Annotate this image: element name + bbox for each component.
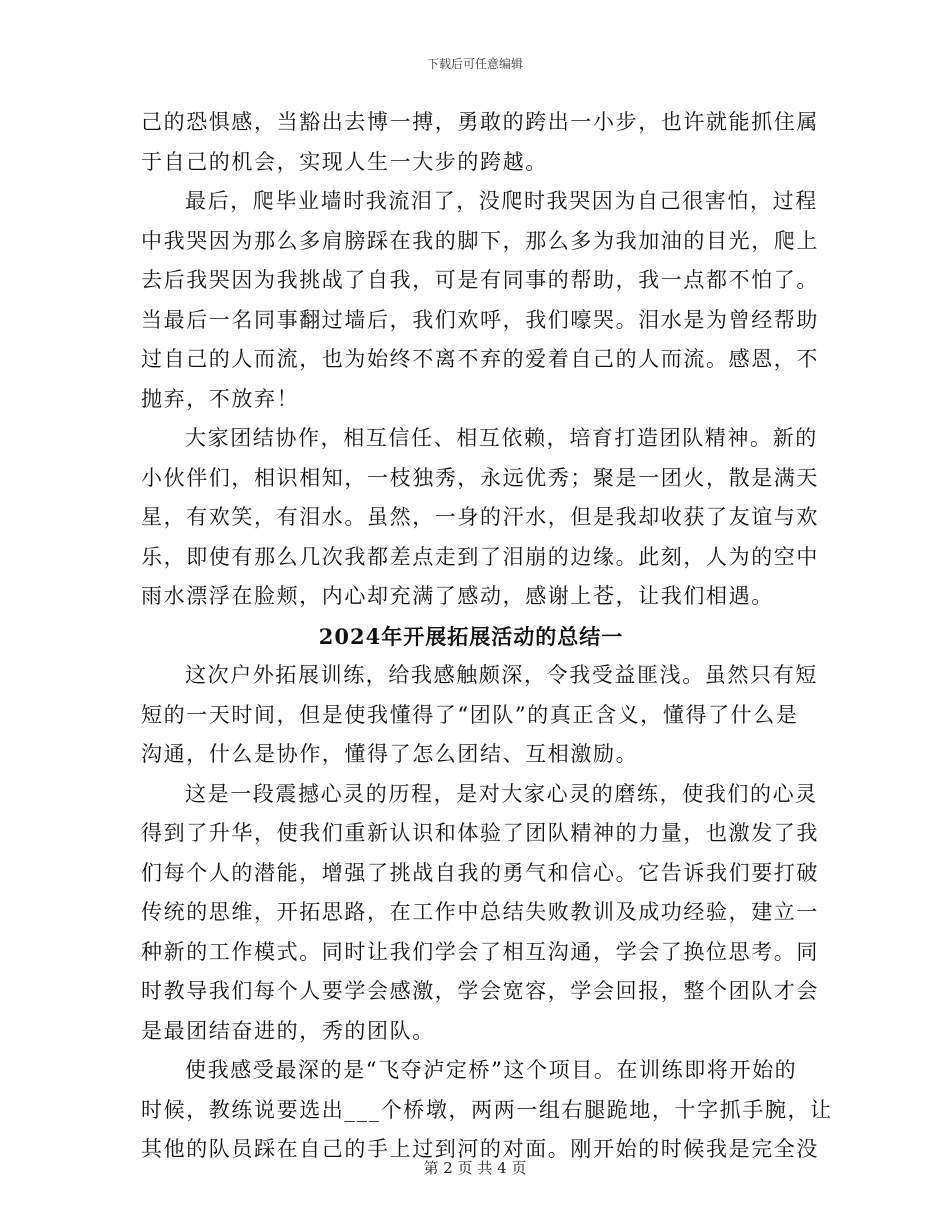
page-footer: 第 2 页 共 4 页: [423, 1159, 527, 1177]
text-line: 是最团结奋进的，秀的团队。: [141, 1018, 435, 1043]
text-line: 使我感受最深的是“飞夺泸定桥”这个项目。在训练即将开始的: [185, 1058, 798, 1082]
text-line: 小伙伴们，相识相知，一枝独秀，永远优秀；聚是一团火，散是满天: [141, 465, 819, 490]
page-header: 下载后可任意编辑: [426, 57, 523, 71]
text-line: 传统的思维，开拓思路，在工作中总结失败教训及成功经验，建立一: [141, 900, 819, 924]
text-line: 抛弃，不放弃！: [141, 386, 300, 411]
text-line: 其他的队员踩在自己的手上过到河的对面。刚开始的时候我是完全没: [141, 1137, 819, 1161]
paragraph: [141, 182, 819, 419]
text-line: 这次户外拓展训练，给我感触颇深，令我受益匪浅。虽然只有短: [185, 663, 818, 687]
text-line: 沟通，什么是协作，懂得了怎么团结、互相激励。: [141, 742, 639, 766]
text-line: 种新的工作模式。同时让我们学会了相互沟通，学会了换位思考。同: [141, 939, 819, 964]
text-line: 过自己的人而流，也为始终不离不弃的爱着自己的人而流。感恩，不: [141, 347, 819, 371]
text-line: 去后我哭因为我挑战了自我，可是有同事的帮助，我一点都不怕了。: [141, 268, 819, 292]
text-line: 于自己的机会，实现人生一大步的跨越。: [141, 149, 548, 174]
text-line: 短的一天时间，但是使我懂得了“团队”的真正含义，懂得了什么是: [141, 702, 799, 727]
paragraph: [141, 1051, 833, 1170]
text-line: 时候，教练说要选出___个桥墩，两两一组右腿跪地，十字抓手腕，让: [141, 1097, 833, 1122]
text-line: 乐，即使有那么几次我都差点走到了泪崩的边缘。此刻，人为的空中: [141, 544, 819, 569]
text-line: 大家团结协作，相互信任、相互依赖，培育打造团队精神。新的: [185, 426, 818, 450]
paragraph: [141, 775, 819, 1052]
paragraph: [141, 656, 818, 775]
paragraph: [141, 103, 819, 182]
text-line: 星，有欢笑，有泪水。虽然，一身的汗水，但是我却收获了友谊与欢: [141, 505, 819, 529]
text-line: 己的恐惧感，当豁出去博一搏，勇敢的跨出一小步，也许就能抓住属: [141, 110, 819, 134]
text-line: 雨水漂浮在脸颊，内心却充满了感动，感谢上苍，让我们相遇。: [141, 584, 774, 608]
section-title: 2024年开展拓展活动的总结一: [318, 623, 624, 649]
text-line: 时教导我们每个人要学会感激，学会宽容，学会回报，整个团队才会: [141, 979, 819, 1003]
paragraph: [141, 419, 819, 617]
text-line: 最后，爬毕业墙时我流泪了，没爬时我哭因为自己很害怕，过程: [185, 189, 818, 213]
text-line: 这是一段震撼心灵的历程，是对大家心灵的磨练，使我们的心灵: [185, 781, 818, 806]
text-line: 当最后一名同事翻过墙后，我们欢呼，我们嚎哭。泪水是为曾经帮助: [141, 307, 819, 332]
document-body: [141, 103, 833, 1170]
text-line: 得到了升华，使我们重新认识和体验了团队精神的力量，也激发了我: [141, 821, 819, 845]
text-line: 们每个人的潜能，增强了挑战自我的勇气和信心。它告诉我们要打破: [141, 860, 819, 885]
text-line: 中我哭因为那么多肩膀踩在我的脚下，那么多为我加油的目光，爬上: [141, 228, 819, 253]
